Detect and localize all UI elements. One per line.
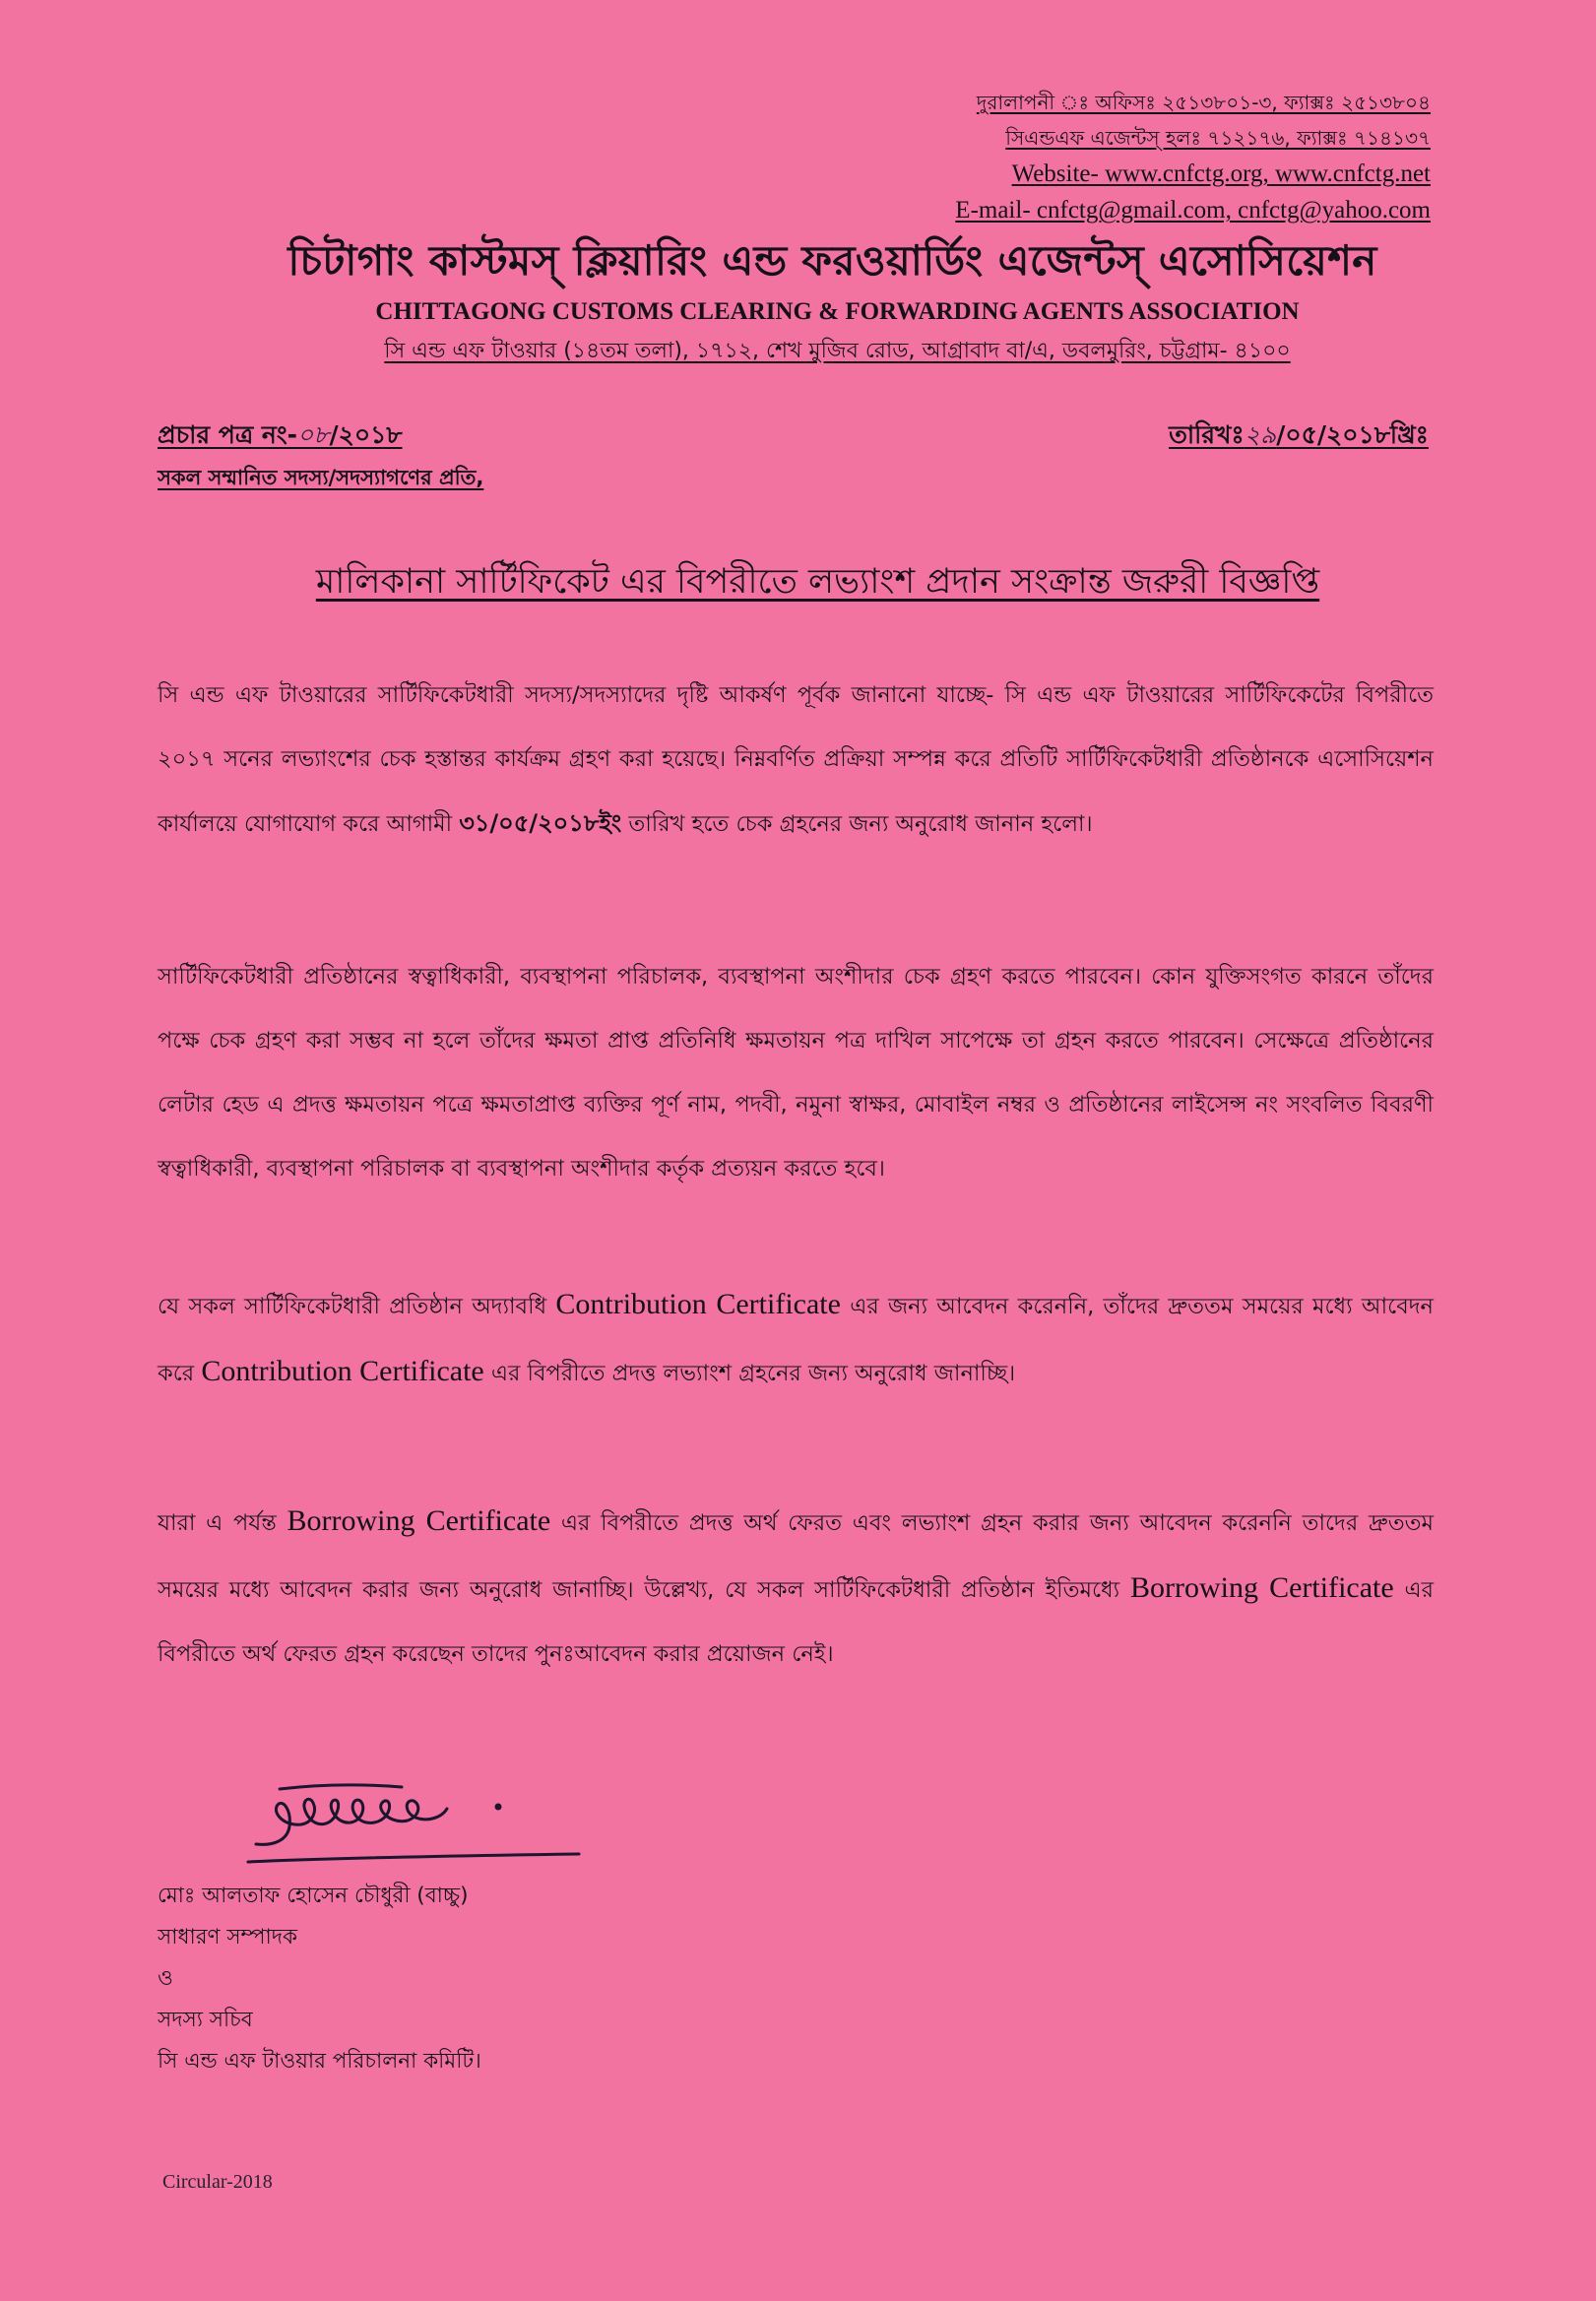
- p1-text-a: সি এন্ড এফ টাওয়ারের সার্টিফিকেটধারী সদস্য/সদস্যাদের দৃষ্টি আকর্ষণ পূর্বক জানানো যাচ্ছে- সি এন্ড এফ টাওয়ারের সার্টিফিকেটের বিপরীতে ২০১৭ সনের লভ্যাংশের চেক হস্তান্তর কার্যক্রম গ্রহণ করা হয়েছে। নিম্নবর্ণিত প্রক্রিয়া সম্পন্ন করে প্রতিটি সার্টিফিকেটধারী প্রতিষ্ঠানকে এসোসিয়েশন কার্যালয়ে যোগাযোগ করে আগামী: [158, 682, 1434, 837]
- signatory-title-1: সাধারণ সম্পাদক: [158, 1925, 298, 1949]
- reference-number: ০৮: [296, 420, 330, 449]
- date-day: ২৯: [1244, 420, 1277, 449]
- signatory-block: [158, 1876, 481, 2082]
- salutation: সকল সম্মানিত সদস্য/সদস্যাগণের প্রতি,: [158, 466, 484, 489]
- reference-prefix: প্রচার পত্র নং-: [158, 420, 297, 449]
- p3-text-c: এর বিপরীতে প্রদত্ত লভ্যাংশ গ্রহনের জন্য অনুরোধ জানাচ্ছি।: [483, 1361, 1016, 1386]
- phone-line: দুরালাপনী ঃ অফিসঃ ২৫১৩৮০১-৩, ফ্যাক্সঃ ২৫১৩৮০৪: [976, 91, 1431, 114]
- borrowing-certificate-term: Borrowing Certificate: [287, 1504, 551, 1537]
- date-prefix: তারিখঃ: [1169, 420, 1245, 449]
- p1-text-b: তারিখ হতে চেক গ্রহনের জন্য অনুরোধ জানান হলো।: [621, 811, 1093, 837]
- circular-reference: [158, 415, 403, 458]
- contribution-certificate-term: Contribution Certificate: [555, 1288, 841, 1320]
- circular-date: [1169, 415, 1429, 458]
- p4-text-b: এর বিপরীতে প্রদত্ত অর্থ ফেরত এবং লভ্যাংশ গ্রহন করার জন্য আবেদন করেননি তাদের দ্রুততম সময়ের মধ্যে আবেদন করার জন্য অনুরোধ জানাচ্ছি। উল্লেখ্য, যে সকল সার্টিফিকেটধারী প্রতিষ্ঠান ইতিমধ্যে: [158, 1510, 1435, 1603]
- p4-text-a: যারা এ পর্যন্ত: [158, 1510, 287, 1536]
- borrowing-certificate-term: Borrowing Certificate: [1129, 1571, 1394, 1604]
- p3-text-b: এর জন্য আবেদন করেননি, তাঁদের দ্রুততম সময়ের মধ্যে আবেদন করে: [158, 1294, 1434, 1386]
- signatory-name: মোঃ আলতাফ হোসেন চৌধুরী (বাচ্চু): [158, 1884, 469, 1908]
- contribution-certificate-term: Contribution Certificate: [201, 1355, 484, 1387]
- contact-block: [955, 85, 1431, 228]
- association-address: [0, 334, 1596, 370]
- signatory-conjunction: ও: [158, 1966, 173, 1991]
- cnf-hall-line: সিএন্ডএফ এজেন্টস্ হলঃ ৭১২১৭৬, ফ্যাক্সঃ ৭১৪১৩৭: [1005, 126, 1431, 150]
- subject-text: মালিকানা সার্টিফিকেট এর বিপরীতে লভ্যাংশ প্রদান সংক্রান্ত জরুরী বিজ্ঞপ্তি: [315, 562, 1320, 602]
- paragraph-3: [158, 1272, 1434, 1406]
- p4-text-c: এর বিপরীতে অর্থ ফেরত গ্রহন করেছেন তাদের পুনঃআবেদন করার প্রয়োজন নেই।: [158, 1577, 1434, 1667]
- address-text: সি এন্ড এফ টাওয়ার (১৪তম তলা), ১৭১২, শেখ মুজিব রোড, আগ্রাবাদ বা/এ, ডবলমুরিং, চট্টগ্রাম- ৪১০০: [384, 339, 1291, 363]
- association-name-english: CHITTAGONG CUSTOMS CLEARING & FORWARDING AGENTS ASSOCIATION: [375, 298, 1300, 325]
- handwritten-signature: [244, 1767, 585, 1871]
- p3-text-a: যে সকল সার্টিফিকেটধারী প্রতিষ্ঠান অদ্যাবধি: [158, 1294, 556, 1319]
- paragraph-4: [158, 1489, 1434, 1687]
- email-line: E-mail- cnfctg@gmail.com, cnfctg@yahoo.com: [955, 197, 1431, 224]
- subject-heading: [0, 554, 1596, 612]
- paragraph-1: [158, 664, 1434, 857]
- reference-year: /২০১৮: [329, 420, 403, 449]
- association-name-bengali: চিটাগাং কাস্টমস্ ক্লিয়ারিং এন্ড ফরওয়ার্ডিং এজেন্টস্ এসোসিয়েশন: [287, 236, 1377, 285]
- signatory-committee: সি এন্ড এফ টাওয়ার পরিচালনা কমিটি।: [158, 2049, 481, 2074]
- website-line: Website- www.cnfctg.org, www.cnfctg.net: [1011, 160, 1431, 187]
- circular-footer-label: Circular-2018: [162, 2171, 273, 2193]
- signatory-title-2: সদস্য সচিব: [158, 2008, 253, 2032]
- paragraph-2: সার্টিফিকেটধারী প্রতিষ্ঠানের স্বত্বাধিকারী, ব্যবস্থাপনা পরিচালক, ব্যবস্থাপনা অংশীদার চেক গ্রহণ করতে পারবেন। কোন যুক্তিসংগত কারনে তাঁদের পক্ষে চেক গ্রহণ করা সম্ভব না হলে তাঁদের ক্ষমতা প্রাপ্ত প্রতিনিধি ক্ষমতায়ন পত্র দাখিল সাপেক্ষে তা গ্রহন করতে পারবেন। সেক্ষেত্রে প্রতিষ্ঠানের লেটার হেড এ প্রদত্ত ক্ষমতায়ন পত্রে ক্ষমতাপ্রাপ্ত ব্যক্তির পূর্ণ নাম, পদবী, নমুনা স্বাক্ষর, মোবাইল নম্বর ও প্রতিষ্ঠানের লাইসেন্স নং সংবলিত বিবরণী স্বত্বাধিকারী, ব্যবস্থাপনা পরিচালক বা ব্যবস্থাপনা অংশীদার কর্তৃক প্রত্যয়ন করতে হবে।: [158, 964, 1434, 1182]
- date-rest: /০৫/২০১৮খ্রিঃ: [1276, 420, 1429, 449]
- collection-start-date: ৩১/০৫/২০১৮ইং: [459, 809, 622, 837]
